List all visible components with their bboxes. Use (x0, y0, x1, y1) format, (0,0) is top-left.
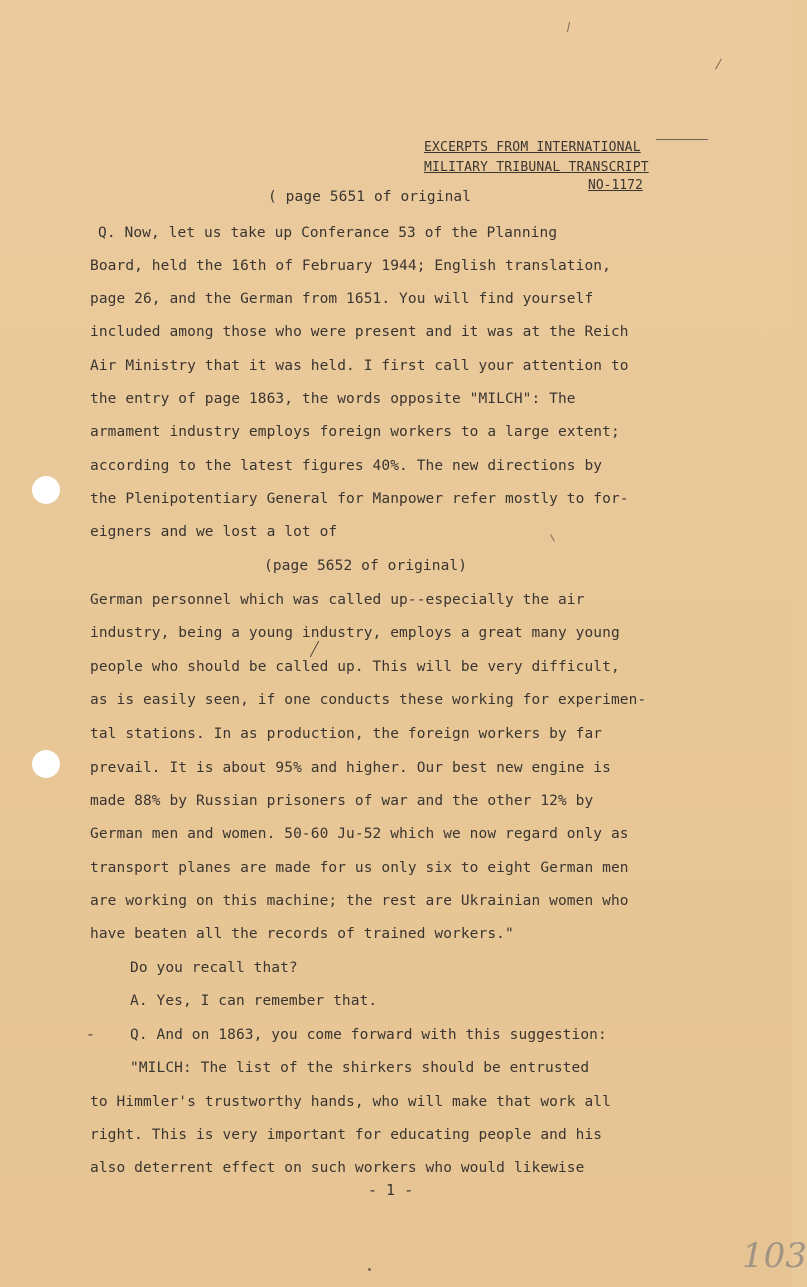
body-line: right. This is very important for educating people and his (90, 1127, 603, 1143)
body-line: A. Yes, I can remember that. (130, 993, 378, 1009)
page-marker: (page 5652 of original) (264, 558, 468, 574)
body-line: ( page 5651 of original (268, 189, 472, 205)
body-line: transport planes are made for us only six to eight German men (90, 860, 629, 876)
body-line: Board, held the 16th of February 1944; English translation, (90, 258, 611, 274)
pen-mark (310, 641, 319, 657)
body-line: the Plenipotentiary General for Manpower refer mostly to for- (90, 491, 629, 507)
paper-speck (368, 1268, 371, 1271)
body-line: made 88% by Russian prisoners of war and the other 12% by (90, 793, 594, 809)
body-line: "MILCH: The list of the shirkers should be entrusted (130, 1060, 590, 1076)
body-line: also deterrent effect on such workers who would likewise (90, 1160, 585, 1176)
body-line: have beaten all the records of trained workers." (90, 926, 514, 942)
body-line: Q. Now, let us take up Conferance 53 of the Planning (98, 225, 558, 241)
page-footer: - 1 - (368, 1181, 414, 1199)
punch-hole-top (32, 476, 60, 504)
body-line: tal stations. In as production, the foreign workers by far (90, 726, 603, 742)
body-line: Do you recall that? (130, 960, 298, 976)
body-line: Air Ministry that it was held. I first call your attention to (90, 358, 629, 374)
header-line-2: MILITARY TRIBUNAL TRANSCRIPT (424, 160, 649, 175)
handwritten-page-number: 103 (742, 1236, 807, 1276)
body-line: German men and women. 50-60 Ju-52 which we now regard only as (90, 826, 629, 842)
body-line: German personnel which was called up--especially the air (90, 592, 585, 608)
body-line: according to the latest figures 40%. The new directions by (90, 458, 603, 474)
document-number: NO-1172 (588, 178, 643, 193)
header-rule (656, 139, 708, 140)
body-line: people who should be called up. This will be very difficult, (90, 659, 620, 675)
body-line: eigners and we lost a lot of (90, 524, 338, 540)
header-line-1: EXCERPTS FROM INTERNATIONAL (424, 140, 641, 155)
body-line: as is easily seen, if one conducts these working for experimen- (90, 692, 647, 708)
body-line: armament industry employs foreign workers to a large extent; (90, 424, 620, 440)
body-line: the entry of page 1863, the words opposite "MILCH": The (90, 391, 576, 407)
punch-hole-bottom (32, 750, 60, 778)
body-line: are working on this machine; the rest are Ukrainian women who (90, 893, 629, 909)
document-header (424, 138, 649, 178)
body-line: Q. And on 1863, you come forward with this suggestion: (130, 1027, 607, 1043)
body-line: page 26, and the German from 1651. You will find yourself (90, 291, 594, 307)
paper-speck (550, 534, 555, 541)
margin-dash: - (86, 1027, 95, 1043)
body-line: industry, being a young industry, employs a great many young (90, 625, 620, 641)
paper-speck (567, 22, 570, 32)
paper-speck (715, 59, 722, 70)
body-line: included among those who were present and it was at the Reich (90, 324, 629, 340)
body-line: prevail. It is about 95% and higher. Our best new engine is (90, 760, 611, 776)
body-line: to Himmler's trustworthy hands, who will make that work all (90, 1094, 611, 1110)
